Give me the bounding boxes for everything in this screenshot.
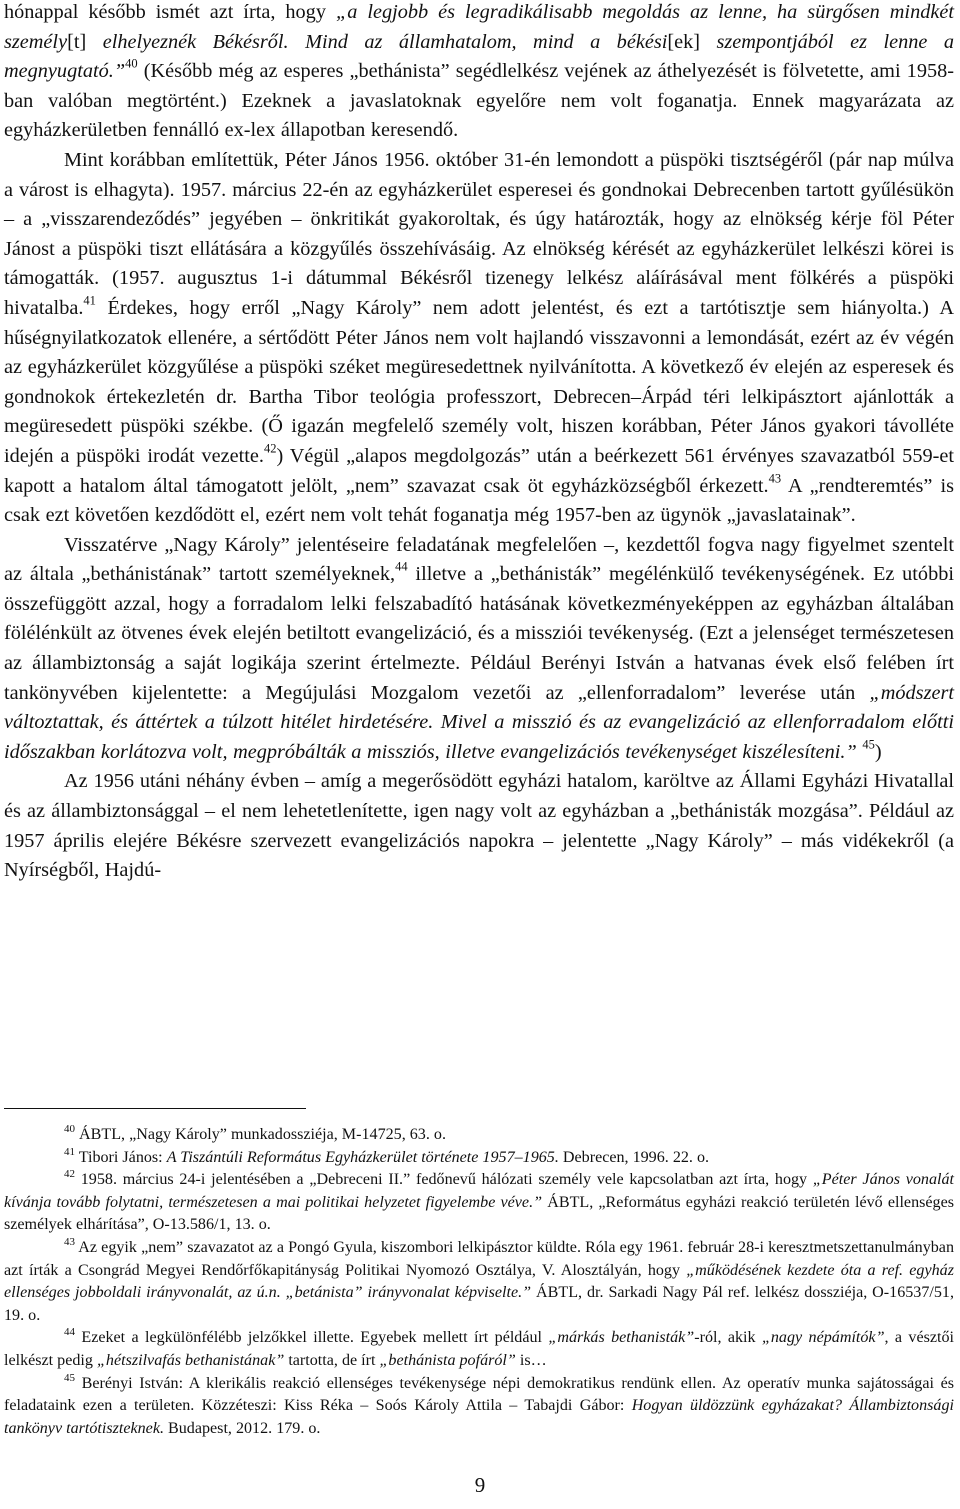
text-run: 1958. március 24-i jelentésében a „Debreceni II.” fedőnevű hálózati személy vele kapcsolatban azt írta, hogy: [75, 1171, 813, 1189]
text-run: ÁBTL, „Nagy Károly” munkadossziéja, M-14725, 63. o.: [75, 1126, 446, 1143]
text-run: , a vésztői lelkészt pedig: [4, 1329, 955, 1369]
footnote-reference: 42: [64, 1168, 75, 1181]
text-run: Ezeket a legkülönfélébb jelzőkkel illette. Egyebek mellett írt például: [75, 1329, 549, 1347]
footnote-43: [4, 1237, 954, 1327]
footnote-reference: 44: [395, 559, 408, 574]
text-run: ): [874, 740, 882, 763]
footnote-reference: 41: [64, 1145, 75, 1158]
text-run: Az egyik „nem” szavazatot az a Pongó Gyula, kiszombori lelkipásztor küldte. Róla egy 1961. február 28-i keresztmetszettanulmányban azt írták a Csongrád Megyei Rendőrfőkapitányság Politikai Nyomozó Osztálya, V. Alosztályán, hogy: [4, 1238, 954, 1279]
footnote-reference: 40: [125, 56, 138, 71]
text-run: ÁBTL, „Református egyházi reakció területén lévő ellenséges személyek elhárítása”, O-13.586/1, 13. o.: [4, 1193, 954, 1234]
italic-quote: szempontjából ez lenne a megnyugtató.”: [4, 30, 954, 83]
text-run: is…: [515, 1351, 547, 1369]
footnote-reference: 43: [768, 471, 782, 486]
footnote-41: [4, 1147, 954, 1170]
footnote-reference: 45: [862, 737, 875, 752]
paragraph-1: [4, 0, 954, 146]
footnote-40: [4, 1124, 954, 1147]
main-text: [4, 0, 954, 886]
footnote-reference: 40: [64, 1122, 75, 1135]
footnote-44: [4, 1327, 954, 1372]
italic-quote: „márkás bethanisták”: [548, 1329, 695, 1347]
text-run: -ról, akik: [694, 1329, 762, 1347]
text-run: A „rendteremtés” is csak ezt követően kezdődött el, ezért nem volt tehát foganatja még 1957-ben az ügynök „javaslatainak”.: [4, 474, 954, 527]
text-run: Érdekes, hogy erről „Nagy Károly” nem adott jelentést, és ezt a tartótisztje sem hiányolta.) A hűségnyilatkozatok ellenére, a sértődött Péter János nem volt hajlandó visszavonni a lemondását, ezért az év végén az egyházkerület közgyűlése a püspöki széket megüresedettnek nyilvánította. A következő év elején az esperesek és gondnokok értekezletén dr. Bartha Tibor teológia professzort, Debrecen–Árpád téri lelkipásztort ajánlották a megüresedett püspöki székbe. (Ő igazán megfelelő személy volt, hiszen korábban, Péter János gyakori távolléte idején a püspöki irodát vezette.: [4, 296, 954, 467]
text-run: Berényi István: A klerikális reakció ellenséges tevékenysége népi demokratikus rendünk ellen. Az operatív munka sajátosságai és feladataink ezen a területen. Közzéteszi: Kiss Réka – Soós Károly Attila – Tabajdi Gábor:: [4, 1374, 954, 1415]
text-run: Mint korábban említettük, Péter János 1956. október 31-én lemondott a püspöki tisztségéről (pár nap múlva a várost is elhagyta). 1957. március 22-én az egyházkerület esperesei és gondnokai Debrecenben tartott gyűlésükön – a „visszarendeződés” jegyében – önkritikát gyakoroltak, és úgy határozták, hogy az elnökség kérje föl Péter Jánost a püspöki tiszt ellátására a közgyűlés összehívásáig. Az elnökség kérését az egyházkerület lelkészi körei is támogatták. (1957. augusztus 1-i dátummal Békésről tizenegy lelkész aláírásával ment fölkérés a püspöki hivatalba.: [4, 148, 954, 319]
page-number: 9: [474, 1473, 486, 1497]
text-run: (Később még az esperes „bethánista” segédlelkész vejének az áthelyezését is fölvetette, ami 1958-ban valóban megtörtént.) Ezeknek a javaslatoknak egyelőre nem volt foganatja. Ennek magyarázata az egyházkerületben fennálló ex-lex állapotban keresendő.: [4, 60, 954, 142]
footnote-reference: 45: [64, 1371, 75, 1384]
footnote-reference: 44: [64, 1326, 75, 1339]
italic-quote: „nagy népámítók”: [761, 1329, 885, 1347]
paragraph-2: [4, 146, 954, 531]
footnote-reference: 42: [264, 441, 277, 456]
text-run: tartotta, de írt: [284, 1351, 380, 1369]
italic-quote: „a legjobb és legradikálisabb megoldás az lenne, ha sürgősen mindkét személy: [4, 1, 954, 53]
text-run: Budapest, 2012. 179. o.: [164, 1419, 321, 1437]
text-run: Visszatérve „Nagy Károly” jelentéseire feladatának megfelelően –, kezdettől fogva nagy figyelmet szentelt az általa „bethánistának” tartott személyeknek,: [4, 533, 954, 586]
footnote-reference: 43: [64, 1235, 75, 1248]
italic-quote: „módszert változtattak, és áttértek a túlzott hitélet hirdetésére. Mivel a misszió és az evangelizáció az ellenforradalom előtti időszakban korlátozva volt, megpróbálták a missziós, illetve evangelizációs tevékenységet kiszélesíteni.”: [4, 681, 954, 763]
text-run: [ek]: [667, 30, 701, 53]
text-run: ) Végül „alapos megdolgozás” után a beérkezett 561 érvényes szavazatból 559-et kapott a hatalom által támogatott jelölt, „nem” szavazat csak öt egyházközségből érkezett.: [4, 444, 954, 497]
text-run: Debrecen, 1996. 22. o.: [558, 1148, 710, 1166]
text-run: [t]: [67, 30, 87, 53]
paragraph-3: [4, 531, 954, 768]
paragraph-4: [4, 767, 954, 885]
italic-quote: „bethánista pofáról”: [379, 1351, 516, 1369]
italic-quote: Hogyan üldözzünk egyházakat? Állambiztonsági tankönyv tartótiszteknek.: [4, 1397, 954, 1437]
footnotes: [4, 1124, 954, 1440]
text-run: Tibori János:: [75, 1148, 167, 1166]
text-run: Az 1956 utáni néhány évben – amíg a megerősödött egyházi hatalom, karöltve az Állami Egyházi Hivatallal és az állambiztonsággal – el nem lehetetlenítette, igen nagy volt az egyházban a „bethánisták mozgása”. Például az 1957 április elejére Békésre szervezett evangelizációs napokra – jelentette „Nagy Károly” – más vidékekről (a Nyírségből, Hajdú-: [4, 770, 954, 882]
italic-quote: „hétszilvafás bethanistának”: [96, 1351, 285, 1369]
text-run: hónappal később ismét azt írta, hogy: [4, 1, 336, 23]
footnote-42: [4, 1169, 954, 1237]
italic-quote: „Péter János vonalát kívánja tovább folytatni, természetesen a mai politikai helyzetet figyelembe véve.”: [4, 1171, 955, 1211]
italic-quote: „működésének kezdete óta a ref. egyház ellenséges jobboldali irányvonalát, az ú.n. „betánista” irányvonalat képviselte.”: [4, 1261, 954, 1302]
footnote-45: [4, 1373, 954, 1441]
italic-quote: A Tiszántúli Református Egyházkerület története 1957–1965.: [166, 1148, 559, 1166]
footnote-reference: 41: [83, 293, 96, 308]
footnote-separator: [4, 1108, 306, 1109]
text-run: ÁBTL, dr. Sarkadi Nagy Pál ref. lelkész dossziéja, O-16537/51, 19. o.: [4, 1284, 954, 1324]
italic-quote: elhelyeznék Békésről. Mind az államhatalom, mind a békési: [86, 30, 668, 53]
text-run: illetve a „bethánisták” megélénkülő tevékenységének. Ez utóbbi összefüggött azzal, hogy a forradalom lelki felszabadító hatásának következményeképpen az egyházban általában fölélénkült az ötvenes évek elején betiltott evangelizáció, és a missziói tevékenység. (Ezt a jelenséget természetesen az állambiztonság a saját logikája szerint értelmezte. Például Berényi István a hatvanas évek első felében írt tankönyvében kijelentette: a Megújulási Mozgalom vezetői az „ellenforradalom” leverése után: [4, 563, 954, 704]
